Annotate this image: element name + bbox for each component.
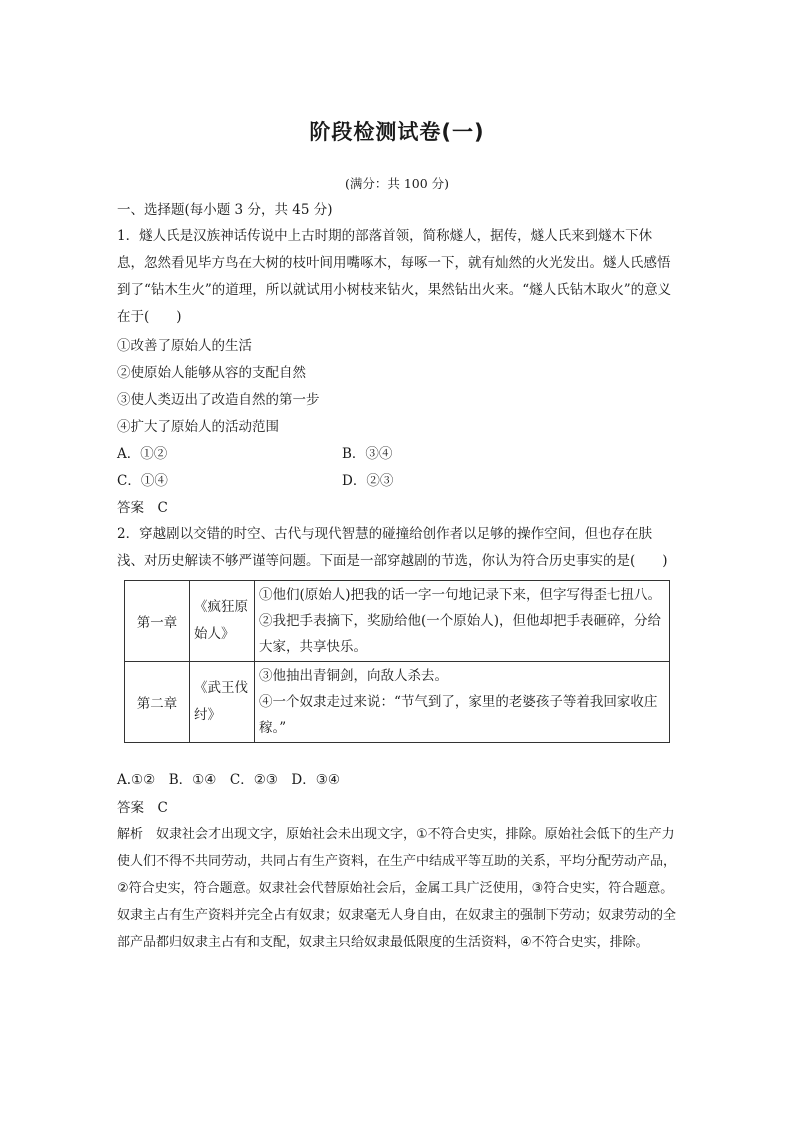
question-2-stem: 2．穿越剧以交错的时空、古代与现代智慧的碰撞给创作者以足够的操作空间，但也存在肤浅、对历史解读不够严谨等问题。下面是一部穿越剧的节选，你认为符合历史事实的是( ) — [117, 526, 668, 569]
q1-item-4: ④扩大了原始人的活动范围 — [117, 419, 279, 435]
play-title-cell: 《疯狂原始人》 — [190, 581, 255, 662]
excerpt-line: ②我把手表摘下，奖励给他(一个原始人)，但他却把手表砸碎，分给大家，共享快乐。 — [259, 613, 662, 655]
question-1-stem: 1．燧人氏是汉族神话传说中上古时期的部落首领，简称燧人，据传，燧人氏来到燧木下休息，忽然看见毕方鸟在大树的枝叶间用嘴啄木，每啄一下，就有灿然的火光发出。燧人氏感悟到了“钻木生火”的道理，所以就试用小树枝来钻火，果然钻出火来。“燧人氏钻木取火”的意义在于( ) — [117, 228, 672, 325]
chapter-cell: 第二章 — [125, 662, 190, 743]
q1-option-d: D．②③ — [342, 473, 394, 489]
q1-item-3: ③使人类迈出了改造自然的第一步 — [117, 392, 320, 408]
excerpt-line: ①他们(原始人)把我的话一字一句地记录下来，但字写得歪七扭八。 — [259, 587, 662, 603]
q1-item-2: ②使原始人能够从容的支配自然 — [117, 365, 306, 381]
script-excerpt-table — [124, 580, 670, 743]
q1-option-c: C．①④ — [117, 473, 168, 489]
section-heading: 一、选择题(每小题 3 分，共 45 分) — [117, 202, 333, 218]
q2-answer: 答案 C — [117, 800, 168, 816]
excerpt-line: ④一个奴隶走过来说：“节气到了，家里的老婆孩子等着我回家收庄稼。” — [259, 694, 658, 736]
chapter-cell: 第一章 — [125, 581, 190, 662]
q1-answer: 答案 C — [117, 500, 168, 516]
excerpt-line: ③他抽出青铜剑，向敌人杀去。 — [259, 668, 448, 684]
table-row — [125, 581, 670, 662]
q1-option-b: B．③④ — [342, 446, 393, 462]
q1-item-1: ①改善了原始人的生活 — [117, 338, 252, 354]
excerpt-cell — [255, 581, 670, 662]
score-note: (满分：共 100 分) — [344, 176, 450, 191]
play-title-cell: 《武王伐纣》 — [190, 662, 255, 743]
paper-title: 阶段检测试卷(一) — [309, 120, 485, 144]
q2-options: A.①② B．①④ C．②③ D．③④ — [117, 772, 340, 788]
q1-option-a: A．①② — [117, 446, 168, 462]
excerpt-cell — [255, 662, 670, 743]
table-row — [125, 662, 670, 743]
q2-analysis: 解析 奴隶社会才出现文字，原始社会未出现文字，①不符合史实，排除。原始社会低下的生产力使人们不得不共同劳动，共同占有生产资料，在生产中结成平等互助的关系，平均分配劳动产品，②符合史实，符合题意。奴隶社会代替原始社会后，金属工具广泛使用，③符合史实，符合题意。奴隶主占有生产资料并完全占有奴隶；奴隶毫无人身自由，在奴隶主的强制下劳动；奴隶劳动的全部产品都归奴隶主占有和支配，奴隶主只给奴隶最低限度的生活资料，④不符合史实，排除。 — [117, 827, 677, 950]
